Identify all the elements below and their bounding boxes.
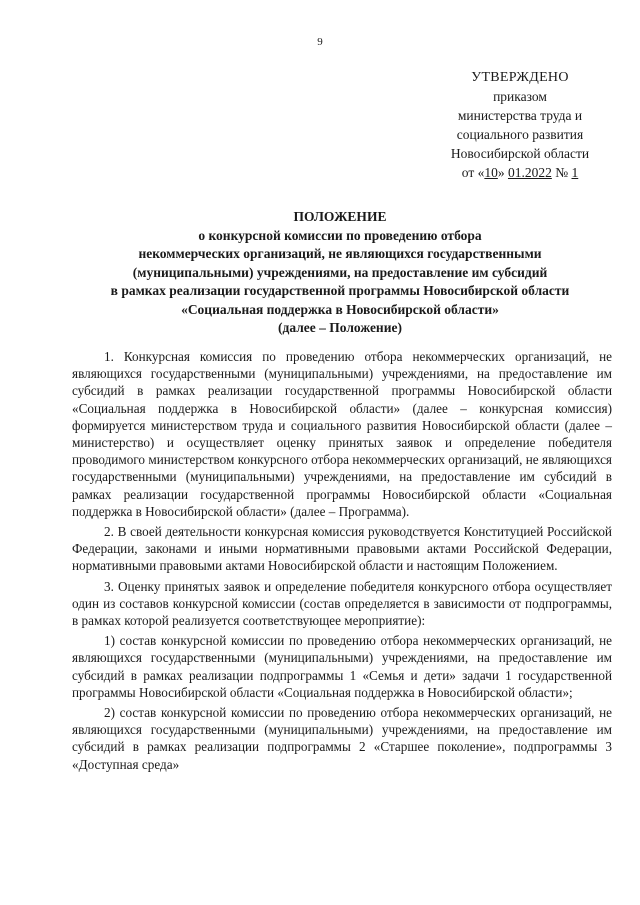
approval-month-year: 01.2022 bbox=[507, 165, 552, 180]
document-title bbox=[40, 208, 640, 338]
paragraph-1: 1. Конкурсная комиссия по проведению отбора некоммерческих организаций, не являющихся государственными (муниципальными) учреждениями, на предоставление им субсидий в рамках реализации государственной программы Новосибирской области «Социальная поддержка в Новосибирской области» (далее – конкурсная комиссия) формируется министерством труда и социального развития Новосибирской области (далее – министерство) и осуществляет оценку принятых заявок и определение победителя проводимого министерством конкурсного отбора некоммерческих организаций, не являющихся государственными (муниципальными) учреждениями, на предоставление им субсидий в рамках реализации государственной программы Новосибирской области «Социальная поддержка в Новосибирской области» (далее – Программа). bbox=[72, 349, 612, 519]
approval-date-prefix: от « bbox=[461, 165, 485, 180]
approval-number-label: № bbox=[551, 165, 572, 180]
approval-date-mid: » bbox=[497, 165, 508, 180]
approval-stamp bbox=[430, 68, 610, 182]
title-line: некоммерческих организаций, не являющихся государственными bbox=[138, 246, 542, 261]
document-body bbox=[72, 348, 612, 773]
approval-heading: УТВЕРЖДЕНО bbox=[471, 70, 569, 85]
title-line: в рамках реализации государственной программы Новосибирской области bbox=[110, 283, 570, 298]
paragraph-3-item-1: 1) состав конкурсной комиссии по проведению отбора некоммерческих организаций, не являющихся государственными (муниципальными) учреждениями, на предоставление им субсидий в рамках реализации подпрограммы 1 «Семья и дети» задачи 1 государственной программы Новосибирской области «Социальная поддержка в Новосибирской области»; bbox=[72, 633, 612, 700]
approval-number: 1 bbox=[571, 165, 579, 180]
approval-line: приказом bbox=[493, 89, 547, 104]
approval-date-line bbox=[430, 163, 610, 182]
paragraph-3-item-2: 2) состав конкурсной комиссии по проведению отбора некоммерческих организаций, не являющихся государственными (муниципальными) учреждениями, на предоставление им субсидий в рамках реализации подпрограммы 2 «Старшее поколение», подпрограммы 3 «Доступная среда» bbox=[72, 705, 612, 772]
approval-line: министерства труда и bbox=[457, 108, 583, 123]
approval-line: социального развития bbox=[456, 127, 584, 142]
page-number: 9 bbox=[317, 36, 323, 48]
title-line: (далее – Положение) bbox=[278, 320, 402, 335]
paragraph-2: 2. В своей деятельности конкурсная комиссия руководствуется Конституцией Российской Федерации, законами и иными нормативными правовыми актами Российской Федерации, нормативными правовыми актами Новосибирской области и настоящим Положением. bbox=[72, 524, 612, 574]
title-line: о конкурсной комиссии по проведению отбора bbox=[198, 227, 482, 243]
title-line: (муниципальными) учреждениями, на предоставление им субсидий bbox=[132, 264, 548, 280]
approval-day: 10 bbox=[484, 165, 498, 180]
title-line: «Социальная поддержка в Новосибирской области» bbox=[181, 301, 499, 317]
paragraph-3: 3. Оценку принятых заявок и определение победителя конкурсного отбора осуществляет один из составов конкурсной комиссии (состав определяется в зависимости от подпрограммы, в рамках которой реализуется соответствующее мероприятие): bbox=[72, 578, 612, 629]
approval-line: Новосибирской области bbox=[450, 146, 590, 161]
title-heading: ПОЛОЖЕНИЕ bbox=[293, 209, 387, 224]
